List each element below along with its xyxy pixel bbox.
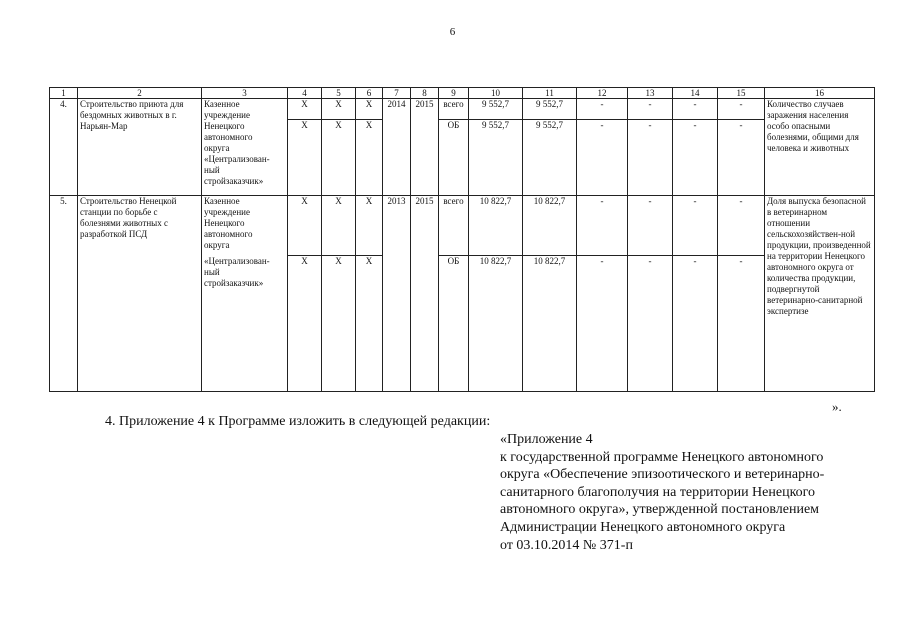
cell-col6: X — [356, 99, 383, 120]
indicator: Количество случаев заражения населения особо опасными болезнями, общими для человека и животных — [765, 99, 875, 196]
funding-source: всего — [439, 196, 469, 256]
cell-col4: X — [288, 120, 322, 196]
cell-col15: - — [718, 256, 765, 392]
col-header: 7 — [383, 88, 411, 99]
cell-col11: 10 822,7 — [523, 196, 577, 256]
table-header-row — [50, 88, 875, 99]
executor-line: учреждение — [204, 110, 250, 120]
event-name: Строительство Ненецкой станции по борьбе с болезнями животных с разработкой ПСД — [78, 196, 202, 392]
col-header: 5 — [322, 88, 356, 99]
start-year: 2014 — [383, 99, 411, 196]
executor — [202, 196, 288, 256]
cell-col5: X — [322, 256, 356, 392]
executor-line: округа — [204, 240, 230, 250]
cell-col14: - — [673, 99, 718, 120]
cell-col12: - — [577, 120, 628, 196]
col-header: 1 — [50, 88, 78, 99]
executor-line: ный — [204, 266, 220, 277]
appendix-line: от 03.10.2014 № 371-п — [500, 537, 633, 553]
page-number: 6 — [449, 26, 456, 38]
end-year: 2015 — [411, 99, 439, 196]
executor-line: «Централизован- — [204, 255, 270, 266]
col-header: 15 — [718, 88, 765, 99]
cell-col5: X — [322, 99, 356, 120]
program-table — [49, 87, 875, 392]
cell-col10: 9 552,7 — [469, 99, 523, 120]
table-row — [50, 196, 875, 256]
cell-col14: - — [673, 256, 718, 392]
cell-col5: X — [322, 120, 356, 196]
appendix-line: санитарного благополучия на территории Ненецкого — [500, 484, 816, 500]
indicator: Доля выпуска безопасной в ветеринарном отношении сельскохозяйствен-ной продукции, произведенной на территории Ненецкого автономного округа от количества продукции, подвергнутой ветеринарно-санитарной экспертизе — [765, 196, 875, 392]
cell-col15: - — [718, 196, 765, 256]
col-header: 4 — [288, 88, 322, 99]
funding-source: ОБ — [439, 256, 469, 392]
col-header: 3 — [202, 88, 288, 99]
row-number: 4. — [50, 99, 78, 196]
cell-col13: - — [628, 256, 673, 392]
col-header: 6 — [356, 88, 383, 99]
executor-line: Казенное — [204, 99, 240, 109]
cell-col13: - — [628, 196, 673, 256]
event-name: Строительство приюта для бездомных животных в г. Нарьян-Мар — [78, 99, 202, 196]
cell-col13: - — [628, 99, 673, 120]
executor-line: учреждение — [204, 207, 250, 217]
appendix-heading — [500, 431, 895, 554]
appendix-line: Администрации Ненецкого автономного округа — [500, 519, 786, 535]
cell-col15: - — [718, 99, 765, 120]
col-header: 12 — [577, 88, 628, 99]
col-header: 14 — [673, 88, 718, 99]
cell-col11: 9 552,7 — [523, 99, 577, 120]
cell-col4: X — [288, 99, 322, 120]
executor-line: стройзаказчик» — [204, 176, 264, 186]
start-year: 2013 — [383, 196, 411, 392]
cell-col14: - — [673, 120, 718, 196]
executor-line: Казенное — [204, 196, 240, 206]
col-header: 16 — [765, 88, 875, 99]
funding-source: всего — [439, 99, 469, 120]
executor-line: округа — [204, 143, 230, 153]
executor-line: Ненецкого — [204, 218, 245, 228]
cell-col12: - — [577, 99, 628, 120]
col-header: 2 — [78, 88, 202, 99]
col-header: 13 — [628, 88, 673, 99]
cell-col13: - — [628, 120, 673, 196]
cell-col15: - — [718, 120, 765, 196]
cell-col12: - — [577, 196, 628, 256]
executor-line: «Централизован- — [204, 154, 270, 164]
funding-source: ОБ — [439, 120, 469, 196]
table-row — [50, 99, 875, 120]
cell-col10: 10 822,7 — [469, 256, 523, 392]
end-year: 2015 — [411, 196, 439, 392]
executor — [202, 256, 288, 392]
executor-line: ный — [204, 165, 220, 175]
cell-col4: X — [288, 256, 322, 392]
closing-mark: ». — [832, 399, 842, 414]
appendix-line: округа «Обеспечение эпизоотического и ветеринарно- — [500, 467, 825, 483]
row-number: 5. — [50, 196, 78, 392]
cell-col10: 10 822,7 — [469, 196, 523, 256]
col-header: 9 — [439, 88, 469, 99]
cell-col14: - — [673, 196, 718, 256]
cell-col11: 10 822,7 — [523, 256, 577, 392]
cell-col6: X — [356, 196, 383, 256]
cell-col12: - — [577, 256, 628, 392]
col-header: 10 — [469, 88, 523, 99]
executor-line: автономного — [204, 132, 253, 142]
col-header: 8 — [411, 88, 439, 99]
executor — [202, 99, 288, 196]
col-header: 11 — [523, 88, 577, 99]
appendix-line: «Приложение 4 — [500, 432, 593, 447]
executor-line: автономного — [204, 229, 253, 239]
appendix-line: к государственной программе Ненецкого автономного — [500, 449, 824, 465]
amendment-paragraph: 4. Приложение 4 к Программе изложить в следующей редакции: — [105, 414, 491, 429]
appendix-line: автономного округа», утвержденной постановлением — [500, 502, 820, 518]
cell-col6: X — [356, 256, 383, 392]
executor-line: Ненецкого — [204, 121, 245, 131]
cell-col11: 9 552,7 — [523, 120, 577, 196]
cell-col5: X — [322, 196, 356, 256]
cell-col4: X — [288, 196, 322, 256]
cell-col10: 9 552,7 — [469, 120, 523, 196]
executor-line: стройзаказчик» — [204, 277, 264, 288]
cell-col6: X — [356, 120, 383, 196]
